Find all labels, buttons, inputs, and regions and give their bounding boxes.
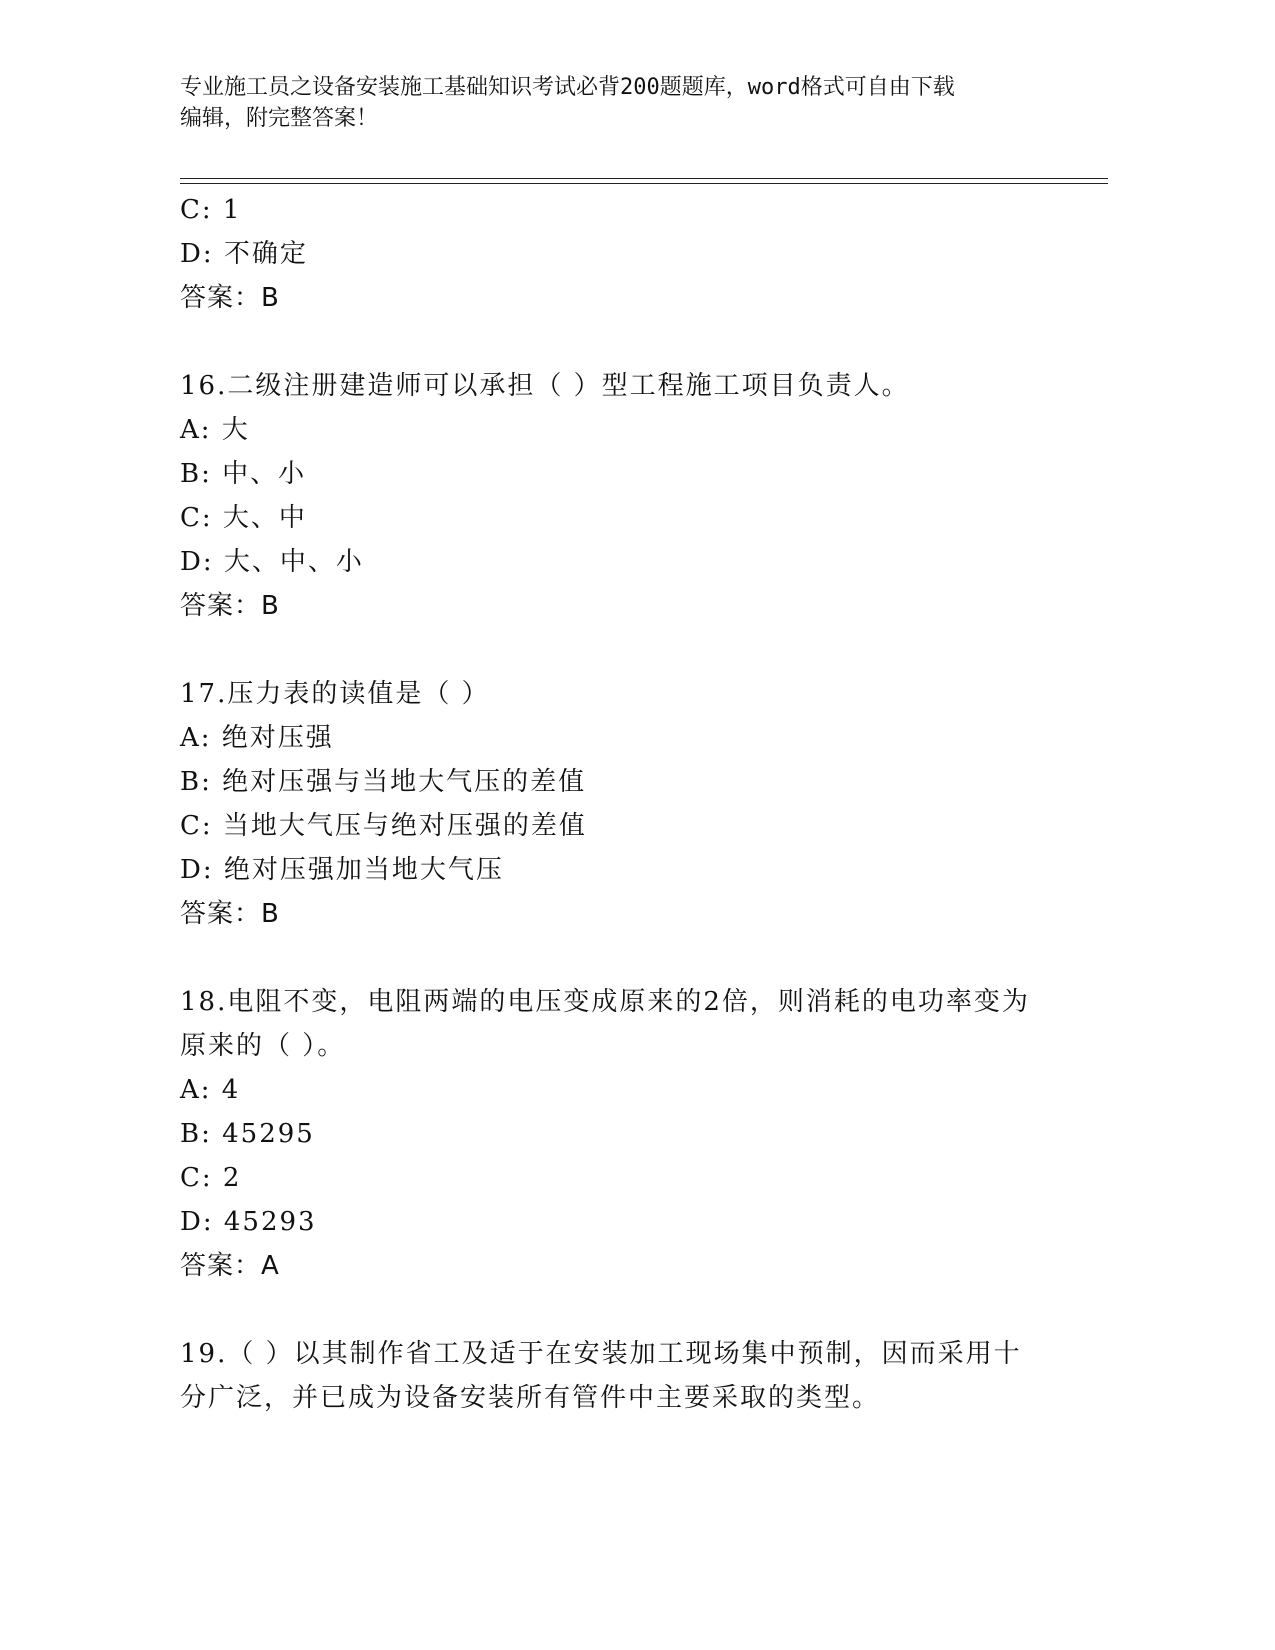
option-c: C: 当地大气压与绝对压强的差值 <box>180 811 587 841</box>
question-stem: 16.二级注册建造师可以承担（ ）型工程施工项目负责人。 <box>180 371 910 401</box>
question-15-tail <box>180 188 1060 320</box>
answer-label: 答案：B <box>180 591 280 621</box>
question-list <box>180 188 1060 1420</box>
question-stem-line-2: 原来的（ ）。 <box>180 1031 346 1061</box>
option-d: D: 45293 <box>180 1207 317 1237</box>
option-c: C: 大、中 <box>180 503 307 533</box>
option-c: C: 1 <box>180 195 242 225</box>
question-17 <box>180 672 1060 936</box>
option-c: C: 2 <box>180 1163 242 1193</box>
spacer <box>180 1288 1060 1332</box>
header-divider <box>180 178 1108 184</box>
option-d: D: 绝对压强加当地大气压 <box>180 855 504 885</box>
question-18 <box>180 980 1060 1288</box>
question-stem-line-1: 18.电阻不变，电阻两端的电压变成原来的2倍，则消耗的电功率变为 <box>180 987 1030 1017</box>
spacer <box>180 320 1060 364</box>
question-19 <box>180 1332 1060 1420</box>
spacer <box>180 936 1060 980</box>
option-d: D: 不确定 <box>180 239 308 269</box>
question-stem-line-1: 19.（ ）以其制作省工及适于在安装加工现场集中预制，因而采用十 <box>180 1339 1022 1369</box>
option-b: B: 中、小 <box>180 459 307 489</box>
header-title-line-2: 编辑，附完整答案！ <box>180 106 379 131</box>
document-header <box>180 72 1080 134</box>
option-b: B: 绝对压强与当地大气压的差值 <box>180 767 587 797</box>
option-a: A: 大 <box>180 415 250 445</box>
question-stem-line-2: 分广泛，并已成为设备安装所有管件中主要采取的类型。 <box>180 1383 881 1413</box>
answer-label: 答案：B <box>180 899 280 929</box>
option-b: B: 45295 <box>180 1119 315 1149</box>
header-title-line-1: 专业施工员之设备安装施工基础知识考试必背200题题库，word格式可自由下载 <box>180 75 955 100</box>
answer-label: 答案：B <box>180 283 280 313</box>
question-16 <box>180 364 1060 628</box>
option-a: A: 绝对压强 <box>180 723 334 753</box>
answer-label: 答案：A <box>180 1251 280 1281</box>
option-d: D: 大、中、小 <box>180 547 364 577</box>
spacer <box>180 628 1060 672</box>
option-a: A: 4 <box>180 1075 241 1105</box>
question-stem: 17.压力表的读值是（ ） <box>180 679 490 709</box>
